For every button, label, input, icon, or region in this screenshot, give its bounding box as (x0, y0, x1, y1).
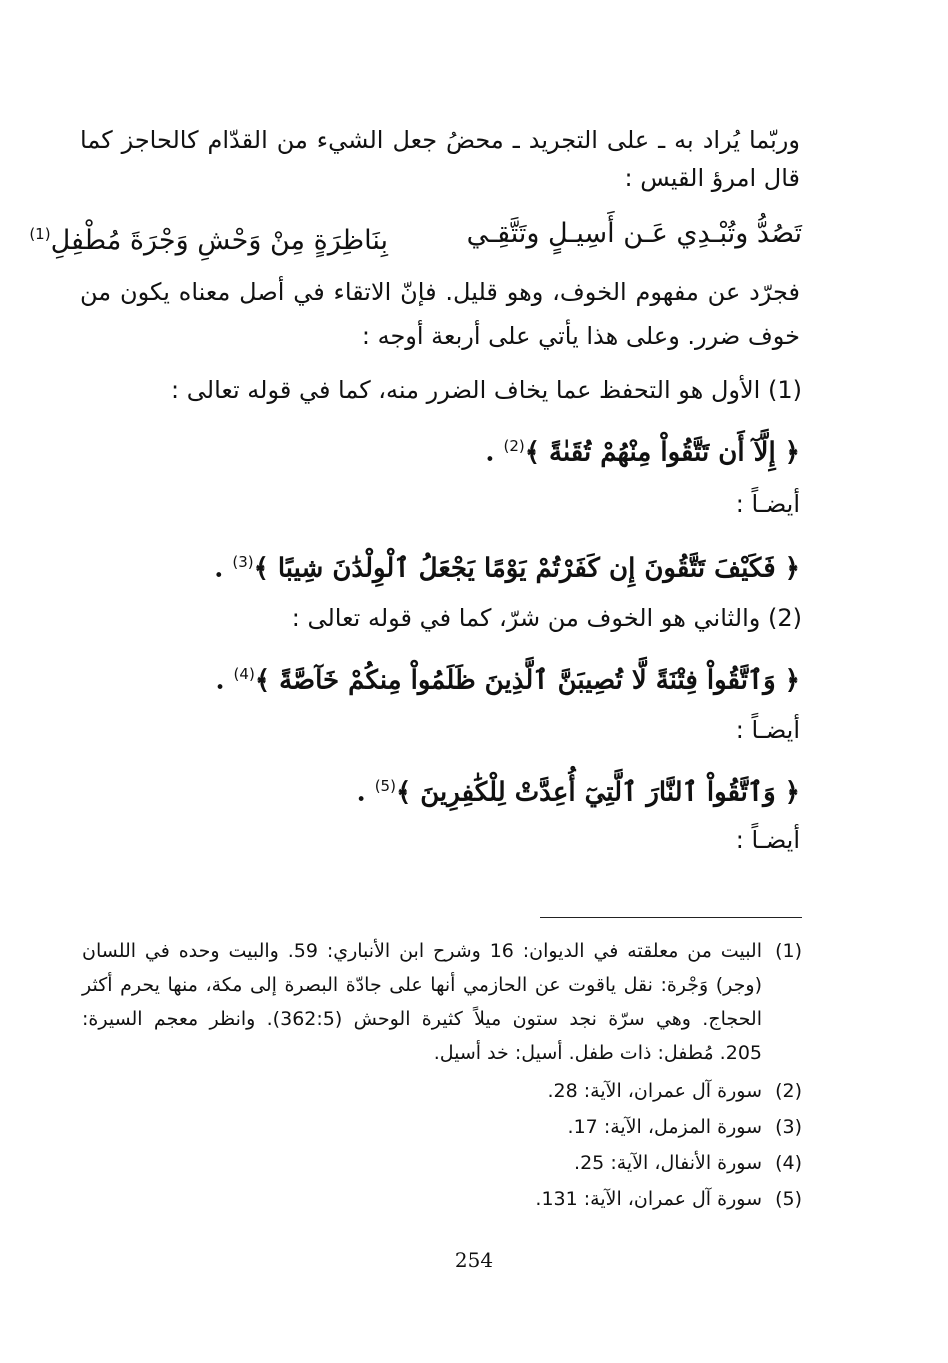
footnote-number: (5) (775, 1188, 802, 1210)
footnote (535, 1182, 802, 1216)
footnote (82, 934, 802, 968)
footnote-ref: (2) (503, 437, 525, 455)
footnote-ref: (4) (233, 665, 255, 683)
footnote-ref: (5) (374, 777, 396, 795)
paragraph-line: فجرّد عن مفهوم الخوف، وهو قليل. فإنّ الاتقاء في أصل معناه يكون من (80, 278, 800, 306)
paragraph-line: خوف ضرر. وعلى هذا يأتي على أربعة أوجه : (361, 322, 800, 350)
quran-verse: ﴿ وَٱتَّقُواْ فِتْنَةً لَّا تُصِيبَنَّ ٱلَّذِينَ ظَلَمُواْ مِنكُمْ خَآصَّةً ﴾$^{(4)}$ . (215, 665, 800, 696)
footnote-number: (2) (775, 1080, 802, 1102)
section-heading: (1) الأول هو التحفظ عما يخاف الضرر منه، كما في قوله تعالى : (171, 376, 802, 404)
page-number: 254 (454, 1248, 494, 1272)
quran-verse: ﴿ إِلَّآ أَن تَتَّقُواْ مِنْهُمْ تُقَىٰةً ﴾$^{(2)}$ . (485, 437, 800, 468)
footnote-ref: (1) (29, 225, 51, 243)
footnote (547, 1074, 802, 1108)
paragraph-line: قال امرؤ القيس : (624, 164, 800, 192)
footnote (568, 1110, 802, 1144)
poem-hemistich-left: بِنَاظِرَةٍ مِنْ وَحْشِ وَجْرَةَ مُطْفِلِ$^{(1)}$ (29, 225, 388, 256)
also-label: أيضـاً : (735, 490, 800, 518)
footnote-text: سورة آل عمران، الآية: 28. (547, 1080, 762, 1102)
footnote-ref: (3) (232, 553, 254, 571)
also-label: أيضـاً : (735, 716, 800, 744)
footnote-text: سورة الأنفال، الآية: 25. (574, 1152, 762, 1174)
also-label: أيضـاً : (735, 826, 800, 854)
footnote (574, 1146, 802, 1180)
footnote-number: (3) (775, 1116, 802, 1138)
footnote-text: البيت من معلقته في الديوان: 16 وشرح ابن الأنباري: 59. والبيت وحده في اللسان (82, 940, 762, 962)
poem-hemistich-right: تَصُدُّ وتُبْـدِي عَـن أَسِيـلٍ وتَتَّقِـي (466, 218, 802, 249)
footnote-separator (540, 917, 802, 918)
quran-verse: ﴿ وَٱتَّقُواْ ٱلنَّارَ ٱلَّتِيٓ أُعِدَّتْ لِلْكَٰفِرِينَ ﴾$^{(5)}$ . (356, 777, 800, 808)
footnote-text: الحجاج. وهي سرّة نجد ستون ميلاً كثيرة الوحش (362:5). وانظر معجم السيرة: (82, 1008, 762, 1030)
footnote-text: سورة آل عمران، الآية: 131. (535, 1188, 762, 1210)
footnote-text: (وجر) وَجْرة: نقل ياقوت عن الحازمي أنها على جادّة البصرة إلى مكة، منها يحرم أكثر (82, 974, 762, 996)
footnote-text: سورة المزمل، الآية: 17. (567, 1116, 762, 1138)
paragraph-line: وربّما يُراد به ـ على التجريد ـ محضُ جعل الشيء من القدّام كالحاجز كما (80, 126, 800, 154)
footnote-number: (4) (775, 1152, 802, 1174)
section-heading: (2) والثاني هو الخوف من شرّ، كما في قوله تعالى : (291, 604, 802, 632)
footnote-number: (1) (775, 940, 802, 962)
footnote-text: 205. مُطفل: ذات طفل. أسيل: خد أسيل. (433, 1042, 762, 1064)
quran-verse: ﴿ فَكَيْفَ تَتَّقُونَ إِن كَفَرْتُمْ يَوْمًا يَجْعَلُ ٱلْوِلْدَٰنَ شِيبًا ﴾$^{(3)}$ . (214, 553, 800, 584)
